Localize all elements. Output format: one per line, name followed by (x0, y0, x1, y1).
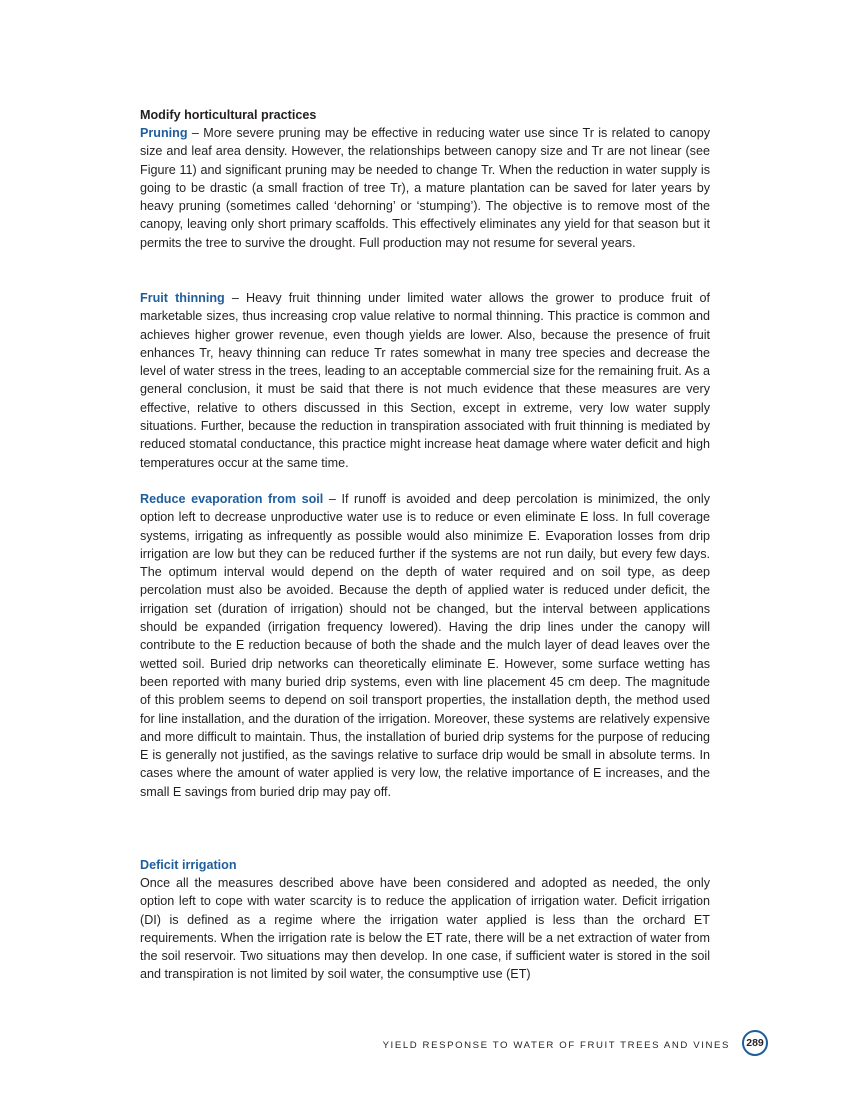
section-heading: Modify horticultural practices (140, 108, 317, 122)
thinning-text: – Heavy fruit thinning under limited water allows the grower to produce fruit of marketable sizes, thus increasing crop value relative to normal thinning. This practice is common and achieves higher grower revenue, even though yields are lower. Also, because the presence of fruit enhances Tr, heavy thinning can reduce Tr rates somewhat in many tree species and decrease the level of water stress in the trees, leading to an acceptable commercial size for the remaining fruit. As a general conclusion, it must be said that there is not much evidence that these measures are very effective, relative to others discussed in this Section, except in extreme, very low water supply situations. Further, because the reduction in transpiration associated with fruit thinning is mediated by reduced stomatal conductance, this practice might increase heat damage where water deficit and high temperatures occur at the same time. (140, 291, 710, 470)
page-footer (0, 1030, 768, 1060)
evaporation-text: – If runoff is avoided and deep percolation is minimized, the only option left to decrease unproductive water use is to reduce or even eliminate E loss. In full coverage systems, irrigating as infrequently as possible would also minimize E. Evaporation losses from drip irrigation are low but they can be reduced further if the systems are not run daily, but every few days. The optimum interval would depend on the depth of water required and on soil type, as deep percolation must also be avoided. Because the depth of applied water is reduced under deficit, the irrigation set (duration of irrigation) should not be changed, but the interval between applications should be expanded (irrigation frequency lowered). Having the drip lines under the canopy will contribute to the E reduction because of both the shade and the mulch layer of dead leaves over the wetted soil. Buried drip networks can theoretically eliminate E. However, some surface wetting has been reported with many buried drip systems, even with line placement 45 cm deep. The magnitude of this problem seems to depend on soil transport properties, the installation depth, the method used for line installation, and the duration of the irrigation. Moreover, these systems are relatively expensive and more difficult to maintain. Thus, the installation of buried drip systems for the purpose of reducing E is generally not justified, as the savings relative to surface drip would be small in absolute terms. In cases where the amount of water applied is very low, the relative importance of E increases, and the small E savings from buried drip may pay off. (140, 492, 711, 799)
thinning-lead: Fruit thinning (140, 291, 225, 305)
running-title: YIELD RESPONSE TO WATER OF FRUIT TREES AND VINES (382, 1040, 730, 1051)
pruning-text: – More severe pruning may be effective in reducing water use since Tr is related to canopy size and leaf area density. However, the relationships between canopy size and Tr are not linear (see Figure 11) and significant pruning may be needed to change Tr. When the reduction in water supply is going to be drastic (a small fraction of tree Tr), a mature plantation can be saved for later years by heavy pruning (sometimes called ‘dehorning’ or ‘stumping’). The objective is to remove most of the canopy, leaving only short primary scaffolds. This effectively eliminates any yield for that season but it permits the tree to survive the drought. Full production may not resume for several years. (140, 126, 710, 250)
evaporation-paragraph (140, 490, 710, 801)
pruning-lead: Pruning (140, 126, 188, 140)
page-number-badge: 289 (742, 1030, 768, 1056)
pruning-paragraph (140, 124, 710, 252)
deficit-irrigation-paragraph: Once all the measures described above have been considered and adopted as needed, the only option left to cope with water scarcity is to reduce the application of irrigation water. Deficit irrigation (DI) is defined as a regime where the irrigation water applied is less than the orchard ET requirements. When the irrigation rate is below the ET rate, there will be a net extraction of water from the soil reservoir. Two situations may then develop. In one case, if sufficient water is stored in the soil and transpiration is not limited by soil water, the consumptive use (ET) (140, 876, 710, 982)
evaporation-lead: Reduce evaporation from soil (140, 492, 324, 506)
thinning-paragraph (140, 289, 710, 472)
deficit-irrigation-heading: Deficit irrigation (140, 858, 237, 872)
